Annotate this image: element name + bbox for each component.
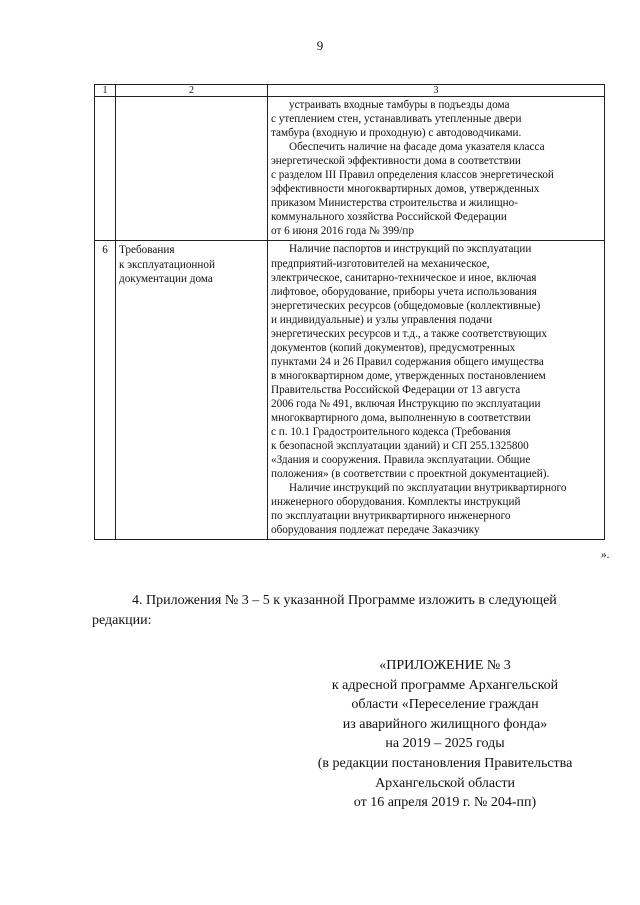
text-line: Наличие паспортов и инструкций по эксплуатации: [289, 243, 532, 256]
page-number: 9: [316, 38, 324, 53]
text-line: оборудования подлежат передаче Заказчику: [271, 524, 480, 537]
requirement-line: Требования: [119, 244, 175, 257]
paragraph-4-line-1: 4. Приложения № 3 – 5 к указанной Программе изложить в следующей: [132, 593, 557, 608]
continuation-lines: [271, 98, 604, 238]
text-line: Правительства Российской Федерации от 13 августа: [271, 383, 521, 396]
text-line: 2006 года № 491, включая Инструкцию по эксплуатации: [271, 397, 541, 410]
requirement-line: к эксплуатационной: [119, 258, 215, 271]
text-line: эффективности многоквартирных домов, утвержденных: [271, 183, 540, 196]
text-line: к безопасной эксплуатации зданий) и СП 255.1325800: [271, 440, 529, 453]
text-line: энергетических ресурсов и т.д., а также соответствующих: [271, 327, 548, 340]
text-line: Обеспечить наличие на фасаде дома указателя класса: [289, 141, 545, 154]
table-header-row: [95, 85, 605, 97]
appendix-heading-block: [300, 656, 590, 813]
closing-quote: ».: [601, 549, 610, 561]
paragraph-4: [92, 591, 612, 631]
appendix-line: «ПРИЛОЖЕНИЕ № 3: [379, 658, 511, 673]
text-line: «Здания и сооружения. Правила эксплуатации. Общие: [271, 454, 531, 467]
text-line: с разделом III Правил определения классов энергетической: [271, 169, 554, 182]
text-line: энергетических ресурсов (общедомовые (коллективные): [271, 299, 541, 312]
text-line: лифтовое, оборудование, приборы учета использования: [271, 285, 537, 298]
description-cell-row-6: [268, 241, 605, 540]
table-row-6: [95, 241, 605, 540]
text-line: и индивидуальные) и узлы управления подачи: [271, 313, 493, 326]
text-line: с п. 10.1 Градостроительного кодекса (Требования: [271, 426, 511, 439]
requirements-table: [94, 84, 605, 540]
text-line: энергетической эффективности дома в соответствии: [271, 155, 521, 168]
requirement-cell: [116, 241, 268, 540]
text-line: многоквартирного дома, выполненную в соответствии: [271, 412, 531, 425]
text-line: с утеплением стен, устанавливать утепленные двери: [271, 113, 522, 126]
text-line: коммунального хозяйства Российской Федерации: [271, 211, 507, 224]
text-line: тамбура (входную и проходную) с автодоводчиками.: [271, 127, 522, 140]
row-number-cell: 6: [95, 241, 116, 540]
appendix-line: к адресной программе Архангельской: [331, 677, 559, 693]
text-line: инженерного оборудования. Комплекты инструкций: [271, 496, 521, 509]
text-line: по эксплуатации внутриквартирного инженерного: [271, 510, 511, 523]
requirement-cell-empty: [116, 97, 268, 241]
table-row-continuation: [95, 97, 605, 241]
column-number-2: 2: [116, 85, 268, 97]
column-number-1: 1: [95, 85, 116, 97]
text-line: Наличие инструкций по эксплуатации внутриквартирного: [289, 482, 567, 495]
row-6-lines: [271, 242, 604, 537]
appendix-line: на 2019 – 2025 годы: [385, 736, 505, 752]
text-line: от 6 июня 2016 года № 399/пр: [271, 225, 414, 238]
appendix-line: Архангельской области: [375, 775, 515, 791]
text-line: пунктами 24 и 26 Правил содержания общего имущества: [271, 355, 544, 368]
text-line: предприятий-изготовителей на механическое,: [271, 257, 490, 270]
text-line: приказом Министерства строительства и жилищно-: [271, 197, 518, 210]
text-line: положения» (в соответствии с проектной документацией).: [271, 468, 550, 481]
column-number-3: 3: [268, 85, 605, 97]
text-line: устраивать входные тамбуры в подъезды дома: [289, 99, 510, 111]
description-cell-continuation: [268, 97, 605, 241]
requirement-line: документации дома: [119, 272, 213, 285]
text-line: в многоквартирном доме, утвержденных постановлением: [271, 369, 546, 382]
appendix-line: области «Переселение граждан: [351, 697, 539, 713]
appendix-line: из аварийного жилищного фонда»: [342, 716, 548, 732]
row-number-cell-empty: [95, 97, 116, 241]
appendix-line: от 16 апреля 2019 г. № 204-пп): [353, 795, 537, 811]
text-line: документов (копий документов), предусмотренных: [271, 341, 516, 354]
paragraph-4-line-2: редакции:: [92, 613, 152, 628]
appendix-line: (в редакции постановления Правительства: [317, 755, 573, 771]
text-line: электрическое, санитарно-техническое и иное, включая: [271, 271, 537, 284]
